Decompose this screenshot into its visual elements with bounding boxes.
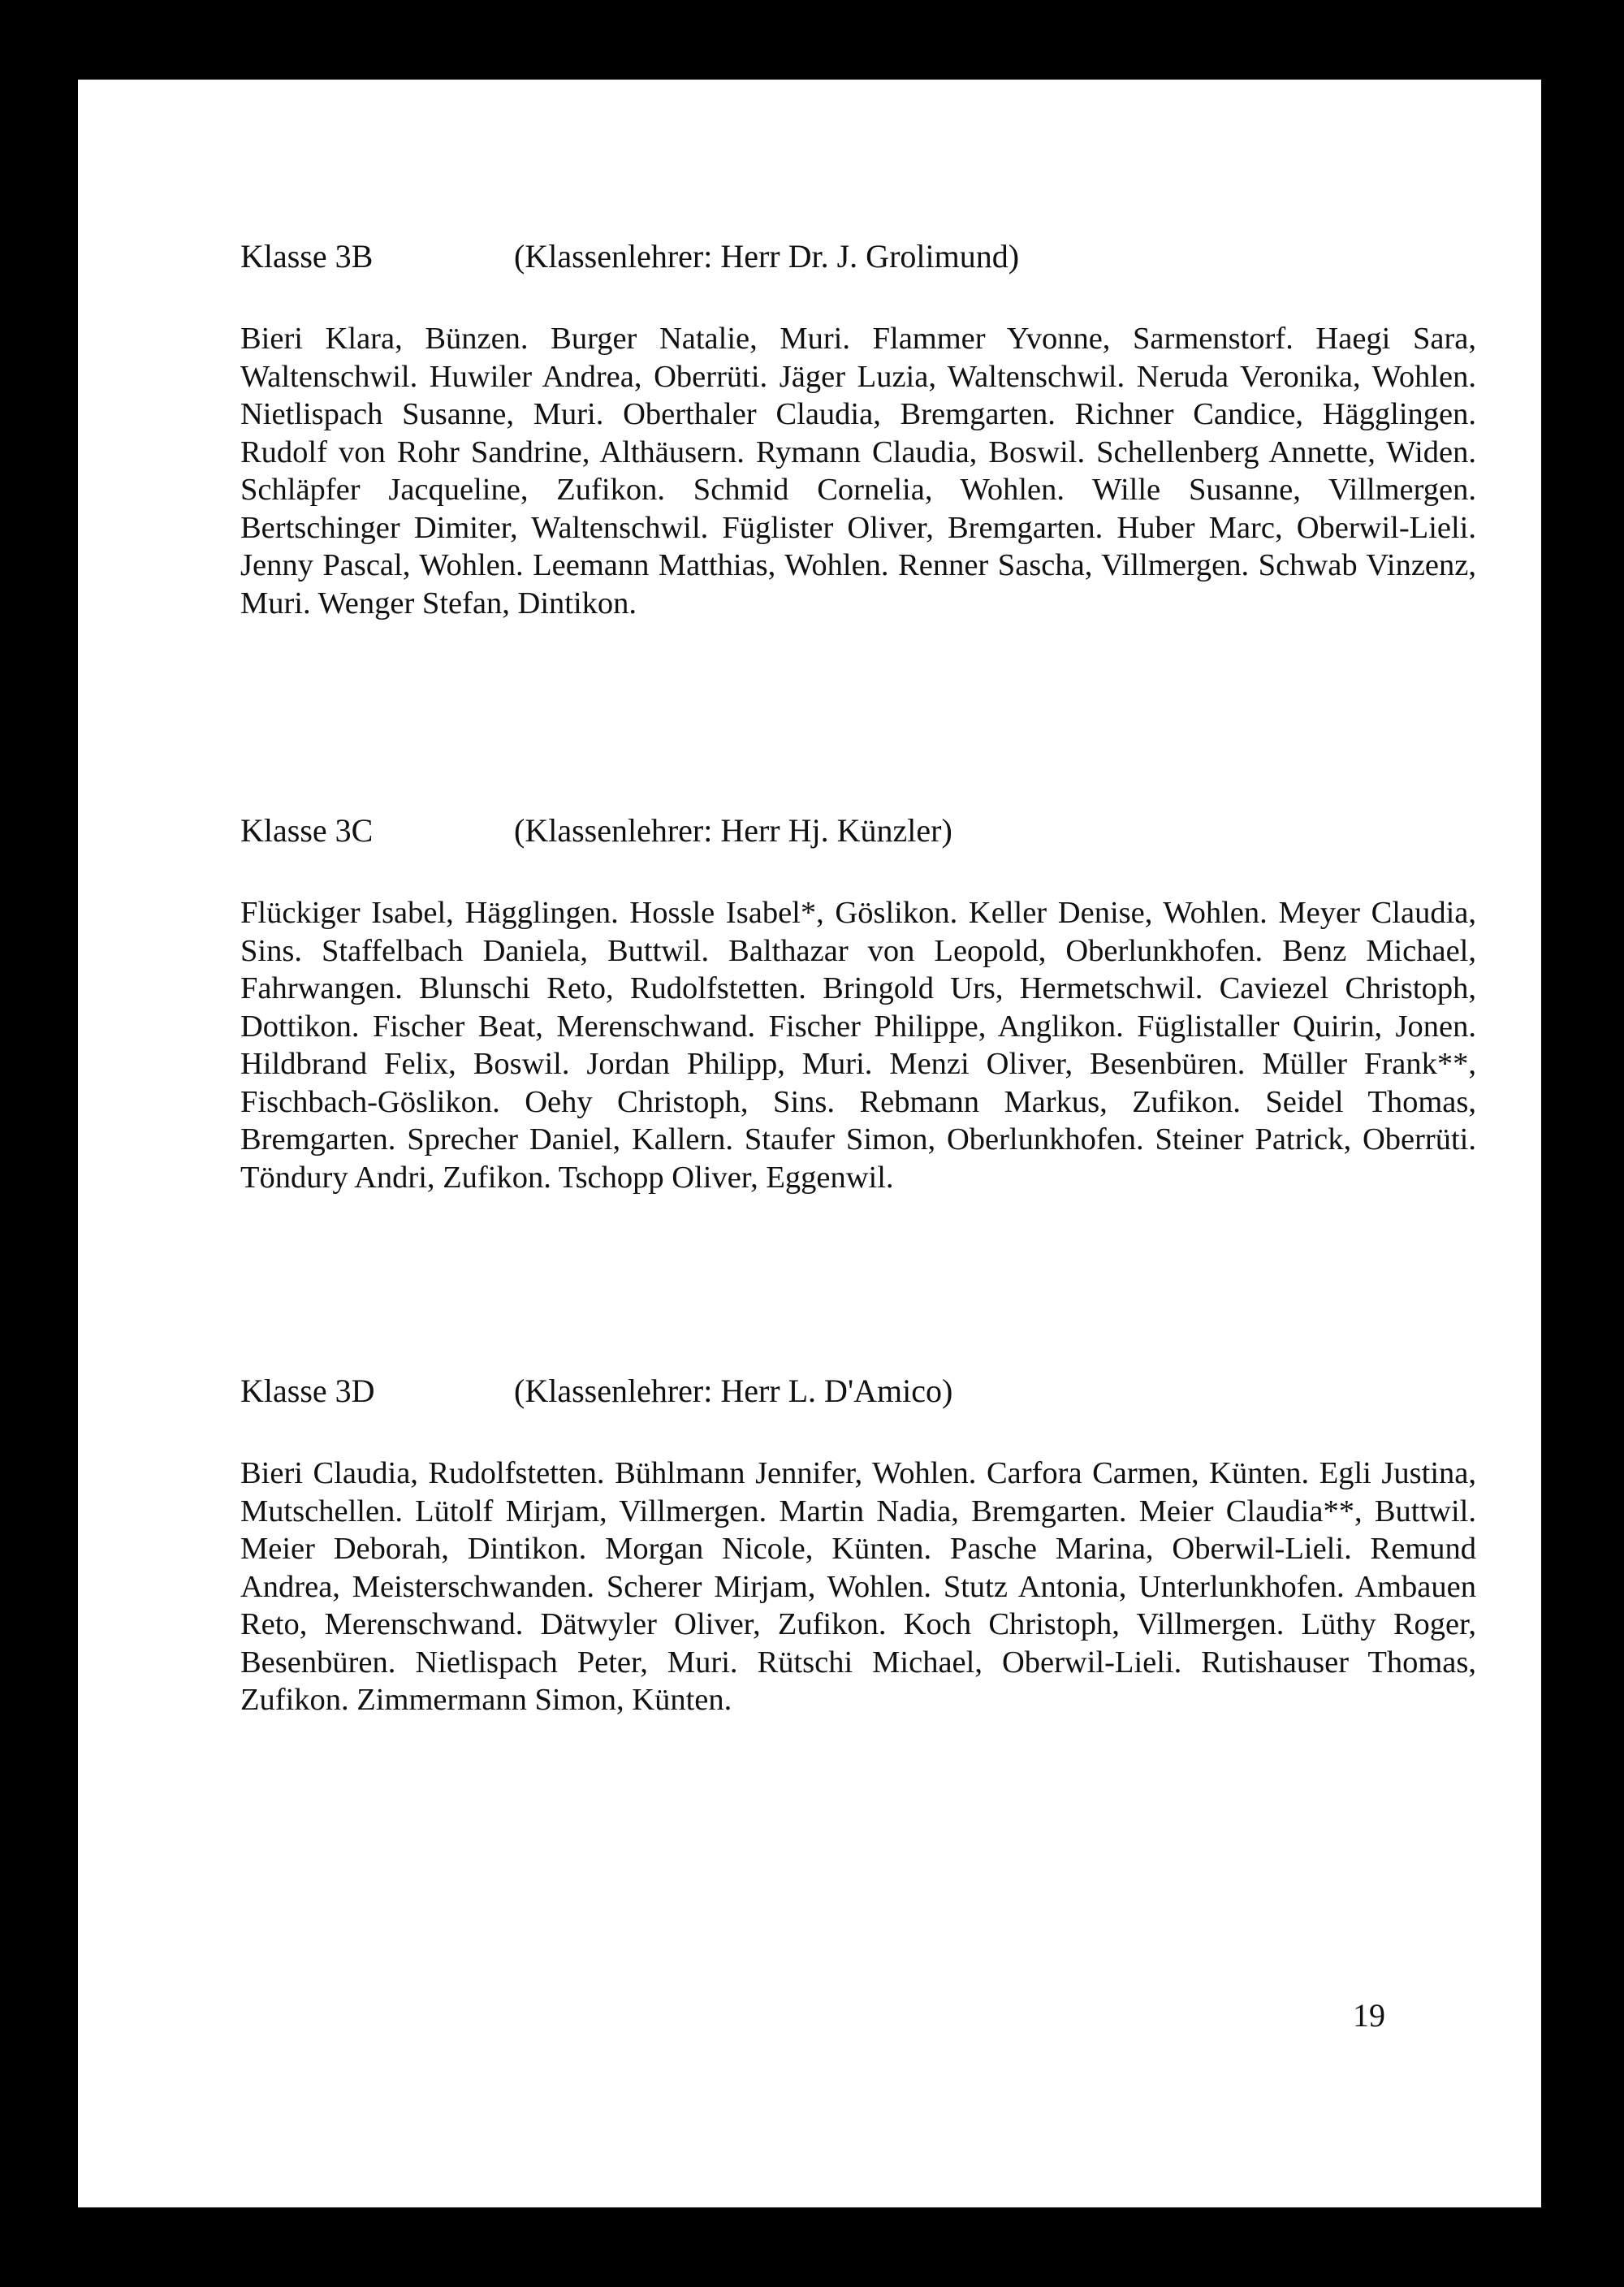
class-teacher: (Klassenlehrer: Herr Dr. J. Grolimund) bbox=[514, 238, 1020, 275]
class-teacher: (Klassenlehrer: Herr Hj. Künzler) bbox=[514, 812, 952, 849]
page-number: 19 bbox=[1353, 1997, 1385, 2034]
document-page bbox=[78, 80, 1541, 2207]
class-heading bbox=[240, 232, 1476, 281]
student-list: Bieri Claudia, Rudolfstetten. Bühlmann Jennifer, Wohlen. Carfora Carmen, Künten. Egli Justina, Mutschellen. Lütolf Mirjam, Villmergen. Martin Nadia, Bremgarten. Meier Claudia**, Buttwil. Meier Deborah, Dintikon. Morgan Nicole, Künten. Pasche Marina, Oberwil-Lieli. Remund Andrea, Meisterschwanden. Scherer Mirjam, Wohlen. Stutz Antonia, Unterlunkhofen. Ambauen Reto, Merenschwand. Dätwyler Oliver, Zufikon. Koch Christoph, Villmergen. Lüthy Roger, Besenbüren. Nietlispach Peter, Muri. Rütschi Michael, Oberwil-Lieli. Rutishauser Thomas, Zufikon. Zimmermann Simon, Künten. bbox=[240, 1456, 1476, 1717]
class-section-3b bbox=[240, 232, 1476, 622]
class-name: Klasse 3B bbox=[240, 238, 374, 275]
class-name: Klasse 3C bbox=[240, 812, 374, 849]
class-section-3d bbox=[240, 1367, 1476, 1719]
class-heading bbox=[240, 806, 1476, 855]
student-list: Bieri Klara, Bünzen. Burger Natalie, Muri. Flammer Yvonne, Sarmenstorf. Haegi Sara, Waltenschwil. Huwiler Andrea, Oberrüti. Jäger Luzia, Waltenschwil. Neruda Veronika, Wohlen. Nietlispach Susanne, Muri. Oberthaler Claudia, Bremgarten. Richner Candice, Hägglingen. Rudolf von Rohr Sandrine, Althäusern. Rymann Claudia, Boswil. Schellenberg Annette, Widen. Schläpfer Jacqueline, Zufikon. Schmid Cornelia, Wohlen. Wille Susanne, Villmergen. Bertschinger Dimiter, Waltenschwil. Füglister Oliver, Bremgarten. Huber Marc, Oberwil-Lieli. Jenny Pascal, Wohlen. Leemann Matthias, Wohlen. Renner Sascha, Villmergen. Schwab Vinzenz, Muri. Wenger Stefan, Dintikon. bbox=[240, 322, 1476, 620]
class-name: Klasse 3D bbox=[240, 1373, 375, 1409]
class-teacher: (Klassenlehrer: Herr L. D'Amico) bbox=[514, 1373, 953, 1409]
student-list: Flückiger Isabel, Hägglingen. Hossle Isabel*, Göslikon. Keller Denise, Wohlen. Meyer Claudia, Sins. Staffelbach Daniela, Buttwil. Balthazar von Leopold, Oberlunkhofen. Benz Michael, Fahrwangen. Blunschi Reto, Rudolfstetten. Bringold Urs, Hermetschwil. Caviezel Christoph, Dottikon. Fischer Beat, Merenschwand. Fischer Philippe, Anglikon. Füglistaller Quirin, Jonen. Hildbrand Felix, Boswil. Jordan Philipp, Muri. Menzi Oliver, Besenbüren. Müller Frank**, Fischbach-Göslikon. Oehy Christoph, Sins. Rebmann Markus, Zufikon. Seidel Thomas, Bremgarten. Sprecher Daniel, Kallern. Staufer Simon, Oberlunkhofen. Steiner Patrick, Oberrüti. Töndury Andri, Zufikon. Tschopp Oliver, Eggenwil. bbox=[240, 896, 1476, 1195]
class-section-3c bbox=[240, 806, 1476, 1196]
class-heading bbox=[240, 1367, 1476, 1416]
